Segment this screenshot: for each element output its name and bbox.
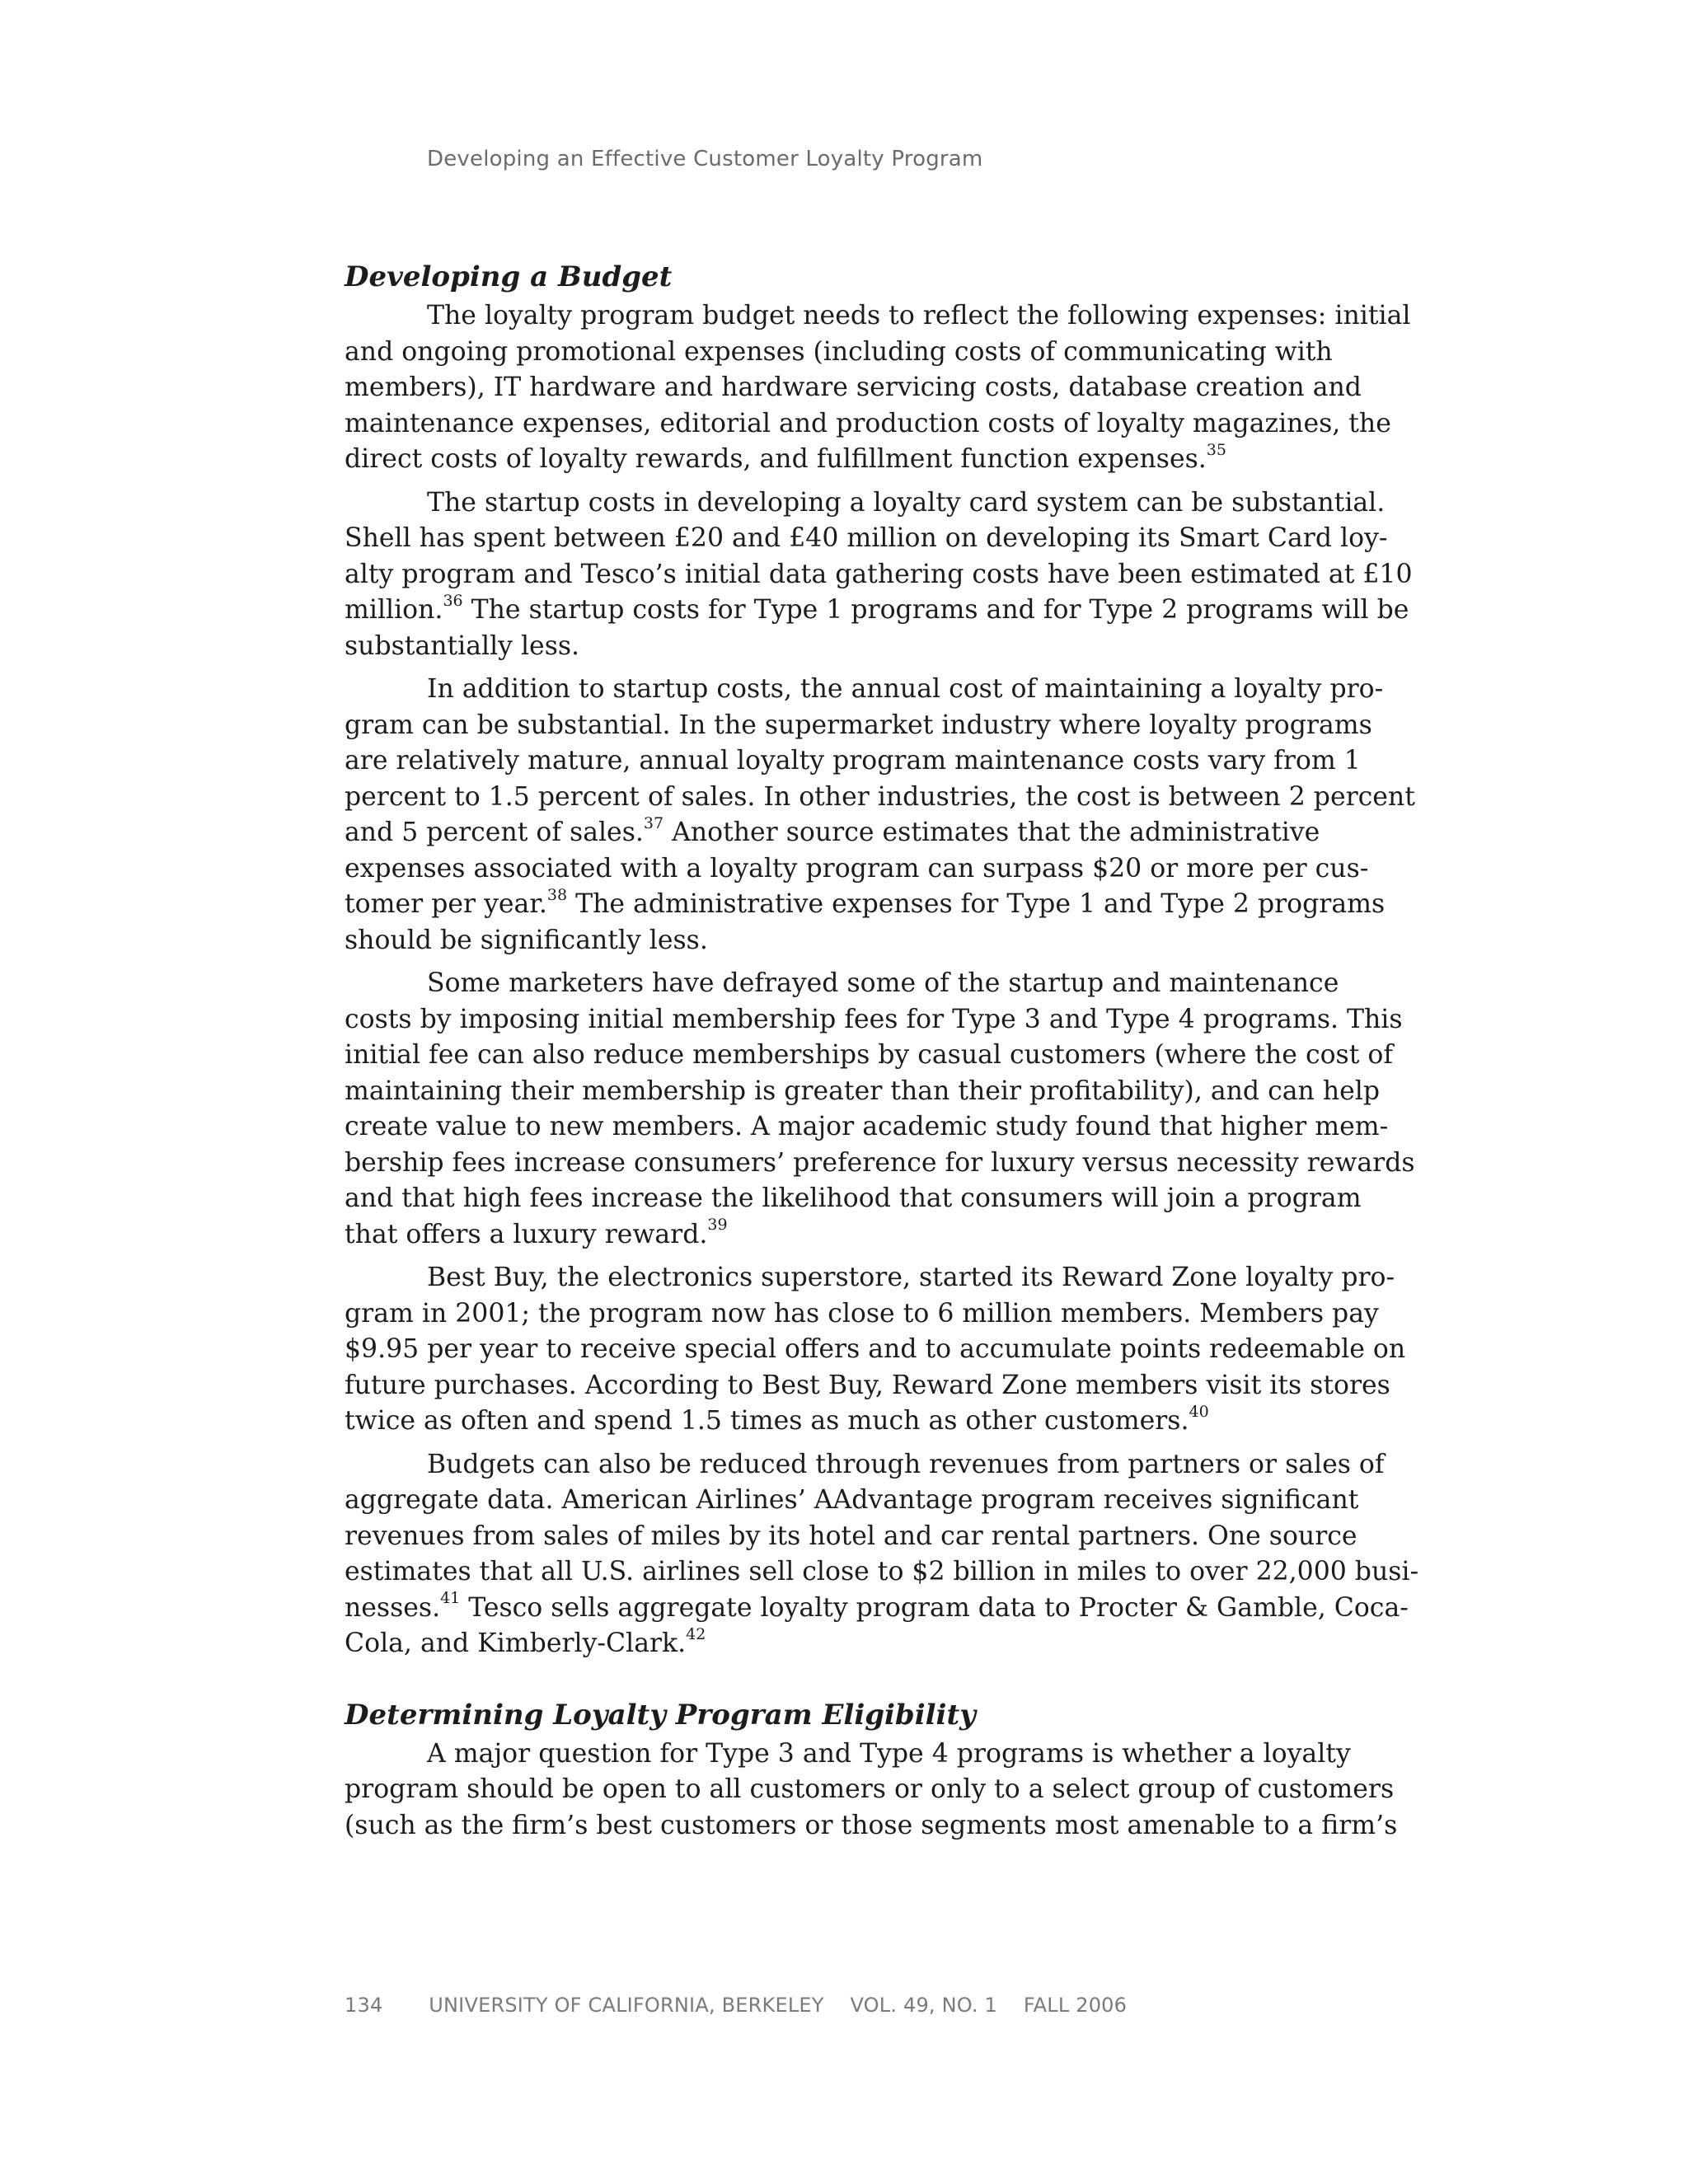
body-paragraph (345, 1260, 1406, 1440)
text-line: million.$^{36}$ The startup costs for Type 1 programs and for Type 2 programs will be (345, 591, 1409, 625)
text-line: should be significantly less. (345, 925, 708, 955)
running-head: Developing an Effective Customer Loyalty Program (427, 147, 983, 171)
page-number: 134 (345, 1994, 383, 2017)
body-paragraph (345, 966, 1415, 1253)
footnote-marker: 36 (443, 591, 463, 610)
text-line: aggregate data. American Airlines’ AAdvantage program receives significant (345, 1485, 1359, 1515)
text-line: direct costs of loyalty rewards, and fulfillment function expenses.$^{35}$ (345, 440, 1226, 474)
text-line: estimates that all U.S. airlines sell close to $2 billion in miles to over 22,000 busi- (345, 1557, 1419, 1586)
text-line: Cola, and Kimberly-Clark.$^{42}$ (345, 1624, 706, 1658)
text-line: maintaining their membership is greater than their profitability), and can help (345, 1076, 1380, 1106)
text-line: twice as often and spend 1.5 times as much as other customers.$^{40}$ (345, 1402, 1209, 1436)
text-line: that offers a luxury reward.$^{39}$ (345, 1216, 728, 1249)
text-line: Some marketers have defrayed some of the startup and maintenance (427, 968, 1339, 998)
text-line: costs by imposing initial membership fees for Type 3 and Type 4 programs. This (345, 1004, 1403, 1034)
footnote-marker: 40 (1189, 1402, 1209, 1421)
body-paragraph (345, 672, 1415, 958)
footnote-marker: 37 (643, 813, 664, 832)
text-line: expenses associated with a loyalty program can surpass $20 or more per cus- (345, 853, 1369, 883)
text-line: are relatively mature, annual loyalty program maintenance costs vary from 1 (345, 746, 1361, 776)
footnote-marker: 42 (686, 1624, 706, 1643)
text-line: gram can be substantial. In the supermarket industry where loyalty programs (345, 710, 1372, 740)
page-footer (345, 1994, 1127, 2017)
body-paragraph (345, 298, 1411, 478)
text-line: and ongoing promotional expenses (including costs of communicating with (345, 336, 1333, 367)
text-line: members), IT hardware and hardware servicing costs, database creation and (345, 373, 1362, 402)
text-line: and that high fees increase the likelihood that consumers will join a program (345, 1183, 1362, 1213)
text-line: percent to 1.5 percent of sales. In other industries, the cost is between 2 percent (345, 781, 1415, 812)
issue-date: FALL 2006 (1023, 1994, 1128, 2017)
body-paragraph (345, 1736, 1398, 1844)
footnote-marker: 41 (440, 1589, 461, 1607)
text-line: The loyalty program budget needs to reflect the following expenses: initial (427, 301, 1411, 330)
body-paragraph (345, 485, 1413, 665)
text-line: $9.95 per year to receive special offers and to accumulate points redeemable on (345, 1334, 1406, 1364)
footnote-marker: 35 (1206, 440, 1226, 459)
journal-name: UNIVERSITY OF CALIFORNIA, BERKELEY (429, 1994, 824, 2017)
text-line: create value to new members. A major academic study found that higher mem- (345, 1112, 1389, 1141)
text-line: Best Buy, the electronics superstore, started its Reward Zone loyalty pro- (427, 1263, 1395, 1292)
volume-issue: VOL. 49, NO. 1 (850, 1994, 997, 2017)
text-line: gram in 2001; the program now has close to 6 million members. Members pay (345, 1298, 1379, 1329)
text-line: A major question for Type 3 and Type 4 programs is whether a loyalty (427, 1738, 1351, 1769)
text-line: alty program and Tesco’s initial data gathering costs have been estimated at £10 (345, 559, 1413, 589)
text-line: program should be open to all customers or only to a select group of customers (345, 1774, 1395, 1804)
text-line: maintenance expenses, editorial and production costs of loyalty magazines, the (345, 408, 1391, 438)
footnote-marker: 38 (546, 885, 568, 904)
text-line: substantially less. (345, 630, 580, 661)
footnote-marker: 39 (707, 1216, 728, 1234)
text-line: Budgets can also be reduced through revenues from partners or sales of (427, 1449, 1385, 1479)
text-line: In addition to startup costs, the annual cost of maintaining a loyalty pro- (427, 674, 1384, 704)
body-paragraph (345, 1447, 1419, 1662)
text-line: (such as the firm’s best customers or those segments most amenable to a firm’s (345, 1810, 1398, 1840)
text-line: nesses.$^{41}$ Tesco sells aggregate loyalty program data to Procter & Gamble, Coca- (345, 1589, 1409, 1623)
text-line: and 5 percent of sales.$^{37}$ Another source estimates that the administrative (345, 813, 1320, 847)
text-line: tomer per year.$^{38}$ The administrative expenses for Type 1 and Type 2 programs (345, 885, 1386, 919)
text-line: The startup costs in developing a loyalty card system can be substantial. (427, 487, 1386, 518)
section-heading: Determining Loyalty Program Eligibility (345, 1698, 976, 1732)
text-line: future purchases. According to Best Buy, Reward Zone members visit its stores (345, 1370, 1390, 1400)
article-body (345, 259, 1419, 1851)
section-heading: Developing a Budget (345, 260, 673, 293)
text-line: bership fees increase consumers’ preference for luxury versus necessity rewards (345, 1147, 1415, 1178)
text-line: initial fee can also reduce memberships by casual customers (where the cost of (345, 1040, 1394, 1070)
text-line: Shell has spent between £20 and £40 million on developing its Smart Card loy- (345, 523, 1388, 553)
text-line: revenues from sales of miles by its hotel and car rental partners. One source (345, 1521, 1357, 1551)
